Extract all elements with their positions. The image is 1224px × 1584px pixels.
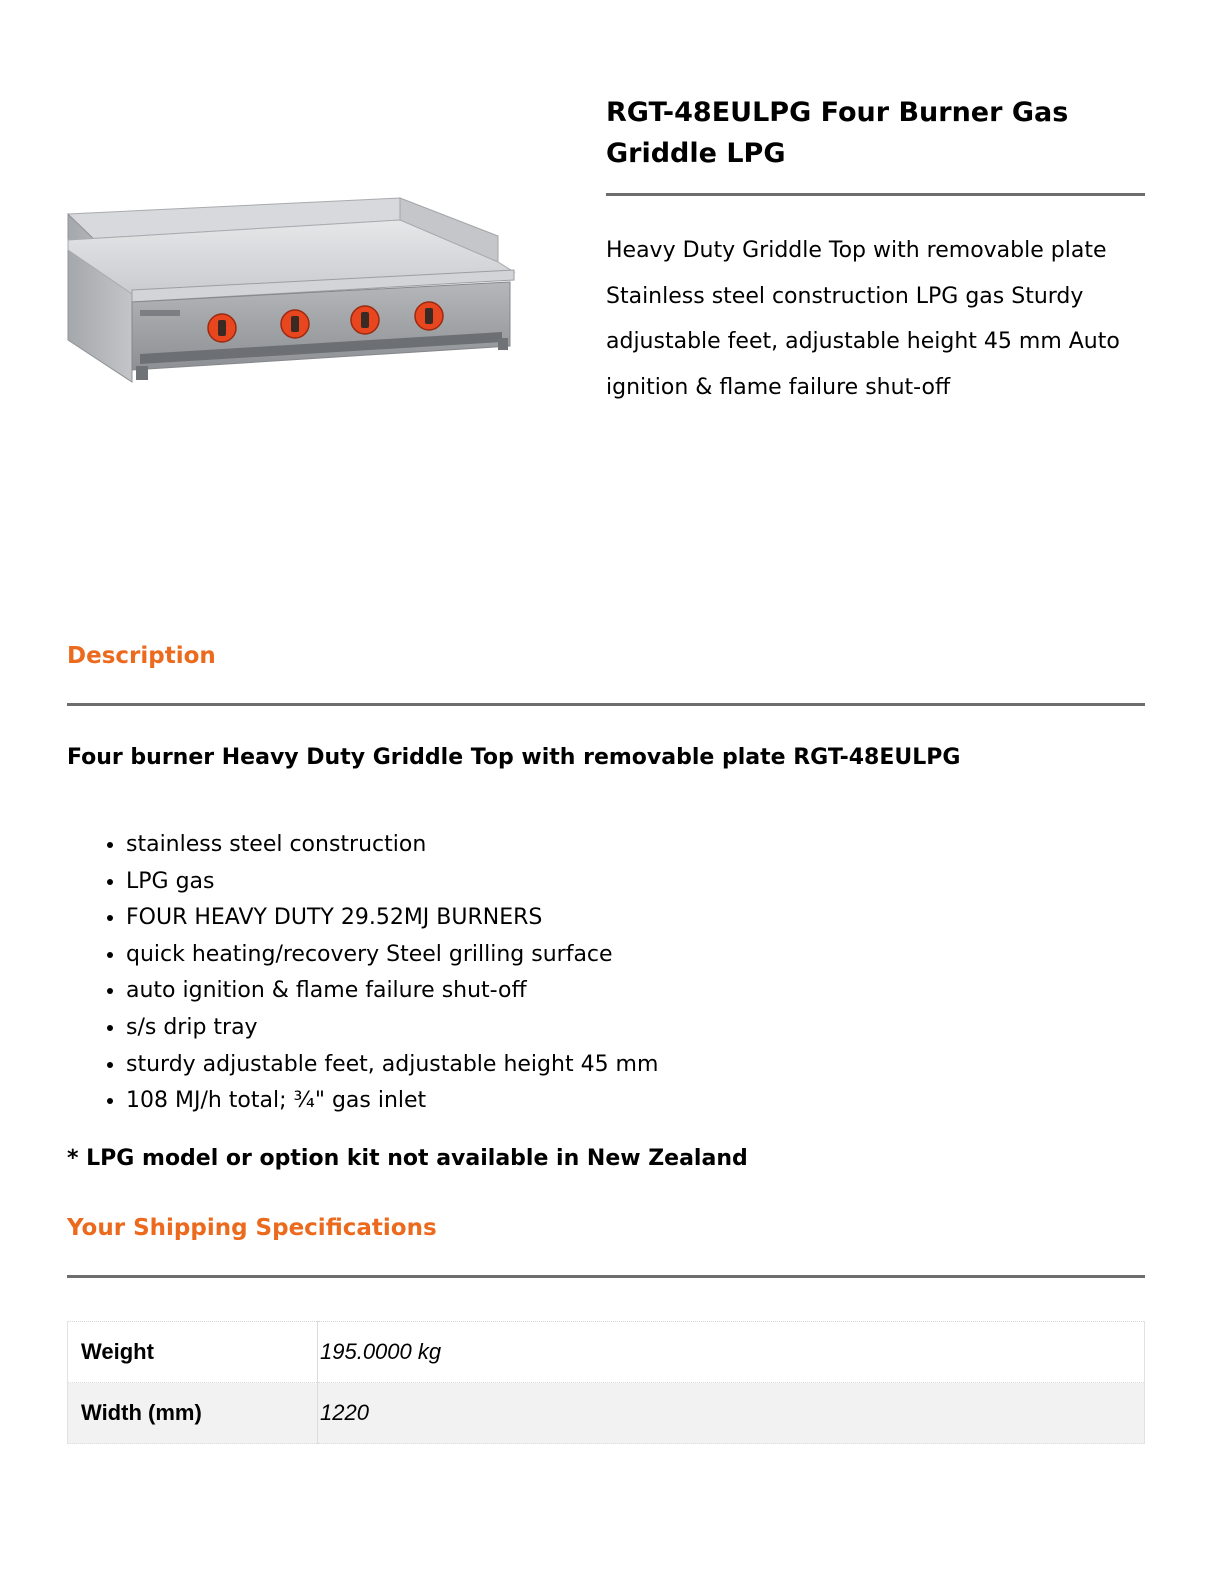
description-subheading: Four burner Heavy Duty Griddle Top with removable plate RGT-48EULPG bbox=[67, 745, 961, 770]
title-divider bbox=[606, 193, 1145, 196]
spec-label: Weight bbox=[68, 1322, 318, 1383]
list-item: • auto ignition & flame failure shut-off bbox=[126, 973, 658, 1010]
product-title: RGT-48EULPG Four Burner Gas Griddle LPG bbox=[606, 97, 1069, 169]
shipping-heading: Your Shipping Specifications bbox=[67, 1215, 437, 1241]
list-item: • stainless steel construction bbox=[126, 827, 658, 864]
list-item: • FOUR HEAVY DUTY 29.52MJ BURNERS bbox=[126, 900, 658, 937]
list-item: • LPG gas bbox=[126, 864, 658, 901]
feature-list bbox=[67, 827, 658, 1120]
description-heading: Description bbox=[67, 643, 216, 669]
table-row bbox=[68, 1383, 1145, 1444]
product-short-description: Heavy Duty Griddle Top with removable plate Stainless steel construction LPG gas Sturdy adjustable feet, adjustable height 45 mm Auto ignition & flame failure shut-off bbox=[606, 238, 1120, 400]
spec-label: Width (mm) bbox=[68, 1383, 318, 1444]
list-item: • sturdy adjustable feet, adjustable height 45 mm bbox=[126, 1047, 658, 1084]
shipping-divider bbox=[67, 1275, 1145, 1278]
product-image bbox=[62, 190, 518, 390]
list-item: • quick heating/recovery Steel grilling surface bbox=[126, 937, 658, 974]
list-item: • s/s drip tray bbox=[126, 1010, 658, 1047]
gas-griddle-product-photo bbox=[62, 190, 518, 390]
shipping-spec-table bbox=[67, 1321, 1145, 1444]
description-divider bbox=[67, 703, 1145, 706]
availability-note: * LPG model or option kit not available in New Zealand bbox=[67, 1146, 748, 1171]
list-item: • 108 MJ/h total; ¾" gas inlet bbox=[126, 1083, 658, 1120]
table-row bbox=[68, 1322, 1145, 1383]
spec-value: 1220 bbox=[318, 1383, 1145, 1444]
spec-value: 195.0000 kg bbox=[318, 1322, 1145, 1383]
